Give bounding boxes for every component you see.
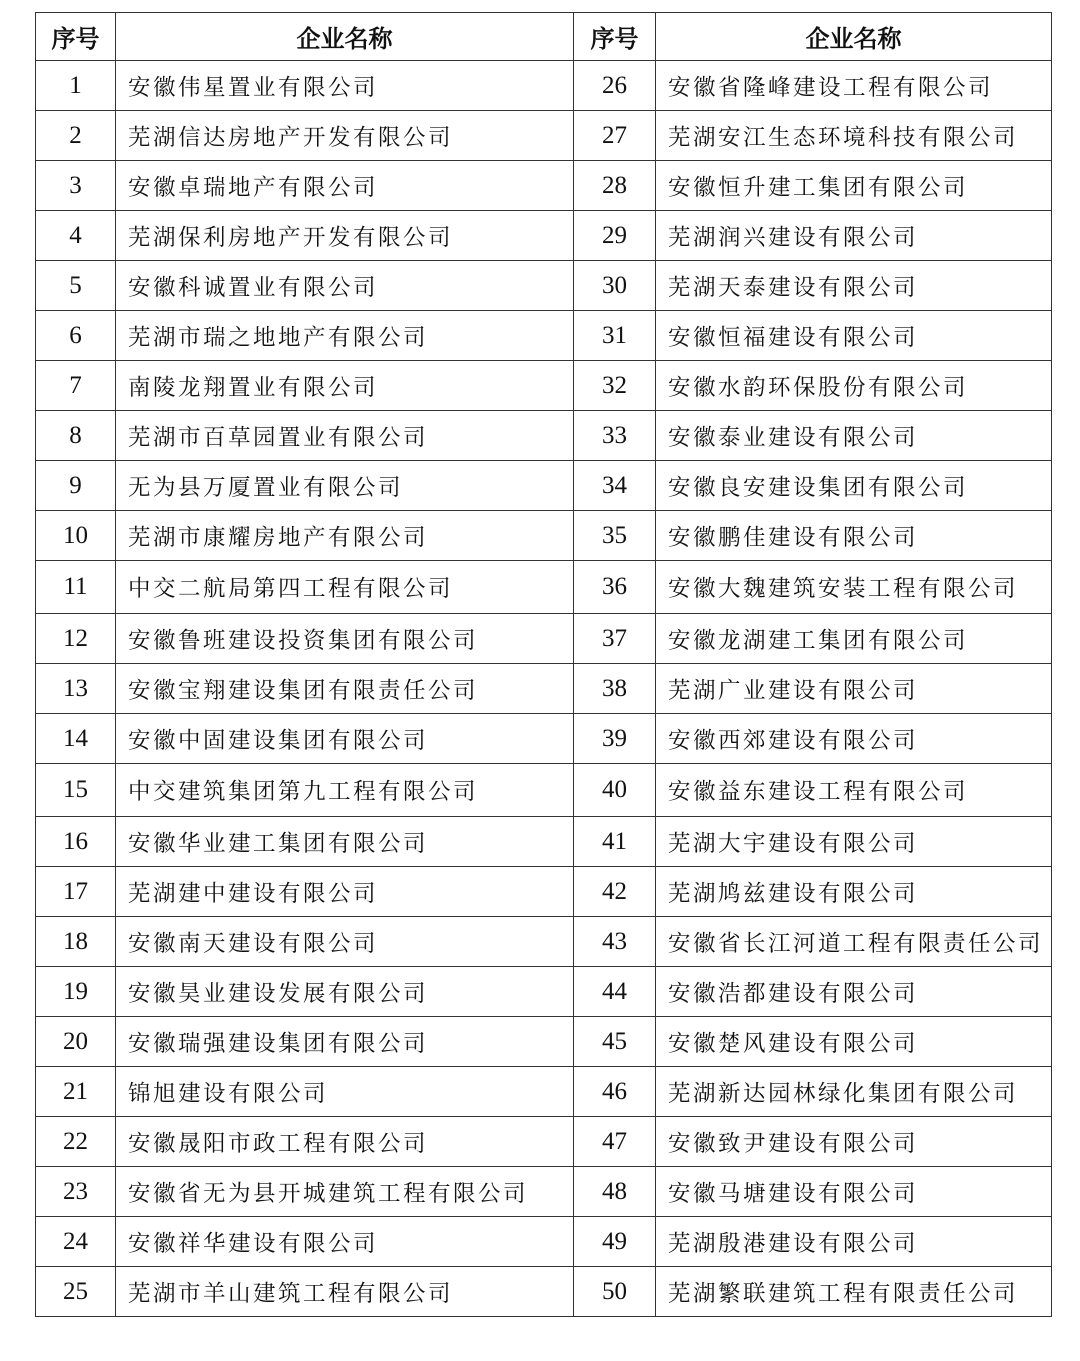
company-name-left: 安徽宝翔建设集团有限责任公司: [116, 664, 574, 714]
table-row: [36, 211, 1052, 261]
serial-number-right: 42: [574, 867, 656, 917]
serial-number-left: 14: [36, 714, 116, 764]
table-row: [36, 1267, 1052, 1317]
serial-number-right: 44: [574, 967, 656, 1017]
serial-number-right: 33: [574, 411, 656, 461]
serial-number-right: 43: [574, 917, 656, 967]
header-serial-number-right: 序号: [574, 13, 656, 61]
header-row: [36, 13, 1052, 61]
company-name-right: 安徽鹏佳建设有限公司: [656, 511, 1052, 561]
company-name-left: 安徽南天建设有限公司: [116, 917, 574, 967]
serial-number-left: 21: [36, 1067, 116, 1117]
serial-number-right: 30: [574, 261, 656, 311]
company-name-left: 安徽省无为县开城建筑工程有限公司: [116, 1167, 574, 1217]
header-company-name-right: 企业名称: [656, 13, 1052, 61]
serial-number-left: 24: [36, 1217, 116, 1267]
company-name-right: 安徽水韵环保股份有限公司: [656, 361, 1052, 411]
serial-number-left: 9: [36, 461, 116, 511]
company-name-right: 芜湖润兴建设有限公司: [656, 211, 1052, 261]
company-name-left: 安徽瑞强建设集团有限公司: [116, 1017, 574, 1067]
serial-number-left: 20: [36, 1017, 116, 1067]
serial-number-right: 27: [574, 111, 656, 161]
table-row: [36, 917, 1052, 967]
serial-number-right: 31: [574, 311, 656, 361]
serial-number-left: 19: [36, 967, 116, 1017]
company-name-right: 芜湖广业建设有限公司: [656, 664, 1052, 714]
table-row: [36, 161, 1052, 211]
serial-number-left: 3: [36, 161, 116, 211]
company-name-right: 安徽恒升建工集团有限公司: [656, 161, 1052, 211]
company-name-right: 安徽西郊建设有限公司: [656, 714, 1052, 764]
table-row: [36, 614, 1052, 664]
company-name-left: 芜湖市羊山建筑工程有限公司: [116, 1267, 574, 1317]
company-name-left: 无为县万厦置业有限公司: [116, 461, 574, 511]
table-row: [36, 561, 1052, 614]
table-row: [36, 111, 1052, 161]
company-name-left: 芜湖市瑞之地地产有限公司: [116, 311, 574, 361]
company-name-left: 安徽科诚置业有限公司: [116, 261, 574, 311]
company-list-table: [35, 12, 1052, 1317]
serial-number-right: 46: [574, 1067, 656, 1117]
header-company-name-left: 企业名称: [116, 13, 574, 61]
serial-number-right: 49: [574, 1217, 656, 1267]
serial-number-left: 18: [36, 917, 116, 967]
serial-number-right: 40: [574, 764, 656, 817]
serial-number-right: 32: [574, 361, 656, 411]
serial-number-right: 41: [574, 817, 656, 867]
serial-number-right: 39: [574, 714, 656, 764]
table-row: [36, 714, 1052, 764]
company-name-right: 安徽龙湖建工集团有限公司: [656, 614, 1052, 664]
company-name-right: 安徽省长江河道工程有限责任公司: [656, 917, 1052, 967]
company-name-left: 芜湖建中建设有限公司: [116, 867, 574, 917]
serial-number-left: 6: [36, 311, 116, 361]
company-name-right: 芜湖安江生态环境科技有限公司: [656, 111, 1052, 161]
company-name-right: 安徽浩都建设有限公司: [656, 967, 1052, 1017]
serial-number-left: 15: [36, 764, 116, 817]
serial-number-right: 50: [574, 1267, 656, 1317]
serial-number-left: 17: [36, 867, 116, 917]
company-name-right: 安徽马塘建设有限公司: [656, 1167, 1052, 1217]
serial-number-left: 8: [36, 411, 116, 461]
serial-number-right: 45: [574, 1017, 656, 1067]
serial-number-left: 25: [36, 1267, 116, 1317]
company-name-right: 芜湖大宇建设有限公司: [656, 817, 1052, 867]
table-row: [36, 1067, 1052, 1117]
serial-number-right: 37: [574, 614, 656, 664]
serial-number-left: 13: [36, 664, 116, 714]
serial-number-left: 12: [36, 614, 116, 664]
company-name-right: 芜湖殷港建设有限公司: [656, 1217, 1052, 1267]
company-name-right: 芜湖天泰建设有限公司: [656, 261, 1052, 311]
company-name-left: 南陵龙翔置业有限公司: [116, 361, 574, 411]
company-name-left: 安徽晟阳市政工程有限公司: [116, 1117, 574, 1167]
serial-number-right: 38: [574, 664, 656, 714]
serial-number-right: 26: [574, 61, 656, 111]
table-row: [36, 1167, 1052, 1217]
serial-number-left: 23: [36, 1167, 116, 1217]
table-row: [36, 461, 1052, 511]
serial-number-right: 29: [574, 211, 656, 261]
table-row: [36, 311, 1052, 361]
serial-number-left: 16: [36, 817, 116, 867]
company-name-left: 芜湖市百草园置业有限公司: [116, 411, 574, 461]
company-name-right: 安徽益东建设工程有限公司: [656, 764, 1052, 817]
serial-number-right: 28: [574, 161, 656, 211]
company-name-left: 安徽伟星置业有限公司: [116, 61, 574, 111]
table-row: [36, 1217, 1052, 1267]
company-name-right: 安徽恒福建设有限公司: [656, 311, 1052, 361]
table-row: [36, 1117, 1052, 1167]
company-name-left: 安徽鲁班建设投资集团有限公司: [116, 614, 574, 664]
serial-number-right: 47: [574, 1117, 656, 1167]
company-name-left: 安徽华业建工集团有限公司: [116, 817, 574, 867]
table-row: [36, 411, 1052, 461]
serial-number-left: 4: [36, 211, 116, 261]
company-name-right: 芜湖鸠兹建设有限公司: [656, 867, 1052, 917]
serial-number-left: 2: [36, 111, 116, 161]
serial-number-left: 22: [36, 1117, 116, 1167]
table-row: [36, 261, 1052, 311]
company-name-right: 安徽泰业建设有限公司: [656, 411, 1052, 461]
table-row: [36, 361, 1052, 411]
company-name-right: 芜湖新达园林绿化集团有限公司: [656, 1067, 1052, 1117]
company-name-right: 芜湖繁联建筑工程有限责任公司: [656, 1267, 1052, 1317]
serial-number-left: 1: [36, 61, 116, 111]
company-name-right: 安徽良安建设集团有限公司: [656, 461, 1052, 511]
company-name-left: 芜湖保利房地产开发有限公司: [116, 211, 574, 261]
company-name-left: 安徽昊业建设发展有限公司: [116, 967, 574, 1017]
company-name-right: 安徽省隆峰建设工程有限公司: [656, 61, 1052, 111]
table-row: [36, 764, 1052, 817]
serial-number-left: 11: [36, 561, 116, 614]
serial-number-right: 35: [574, 511, 656, 561]
company-name-left: 安徽卓瑞地产有限公司: [116, 161, 574, 211]
serial-number-right: 48: [574, 1167, 656, 1217]
serial-number-left: 5: [36, 261, 116, 311]
table-row: [36, 967, 1052, 1017]
table-row: [36, 867, 1052, 917]
table-row: [36, 61, 1052, 111]
serial-number-left: 7: [36, 361, 116, 411]
table-body: [36, 61, 1052, 1317]
company-name-left: 安徽中固建设集团有限公司: [116, 714, 574, 764]
serial-number-right: 34: [574, 461, 656, 511]
company-name-right: 安徽致尹建设有限公司: [656, 1117, 1052, 1167]
company-name-left: 芜湖信达房地产开发有限公司: [116, 111, 574, 161]
table-row: [36, 664, 1052, 714]
header-serial-number-left: 序号: [36, 13, 116, 61]
table-row: [36, 511, 1052, 561]
company-name-left: 中交建筑集团第九工程有限公司: [116, 764, 574, 817]
company-name-left: 安徽祥华建设有限公司: [116, 1217, 574, 1267]
table-row: [36, 1017, 1052, 1067]
company-name-right: 安徽楚风建设有限公司: [656, 1017, 1052, 1067]
table-row: [36, 817, 1052, 867]
company-name-left: 中交二航局第四工程有限公司: [116, 561, 574, 614]
serial-number-left: 10: [36, 511, 116, 561]
serial-number-right: 36: [574, 561, 656, 614]
company-name-right: 安徽大魏建筑安装工程有限公司: [656, 561, 1052, 614]
company-name-left: 锦旭建设有限公司: [116, 1067, 574, 1117]
company-name-left: 芜湖市康耀房地产有限公司: [116, 511, 574, 561]
